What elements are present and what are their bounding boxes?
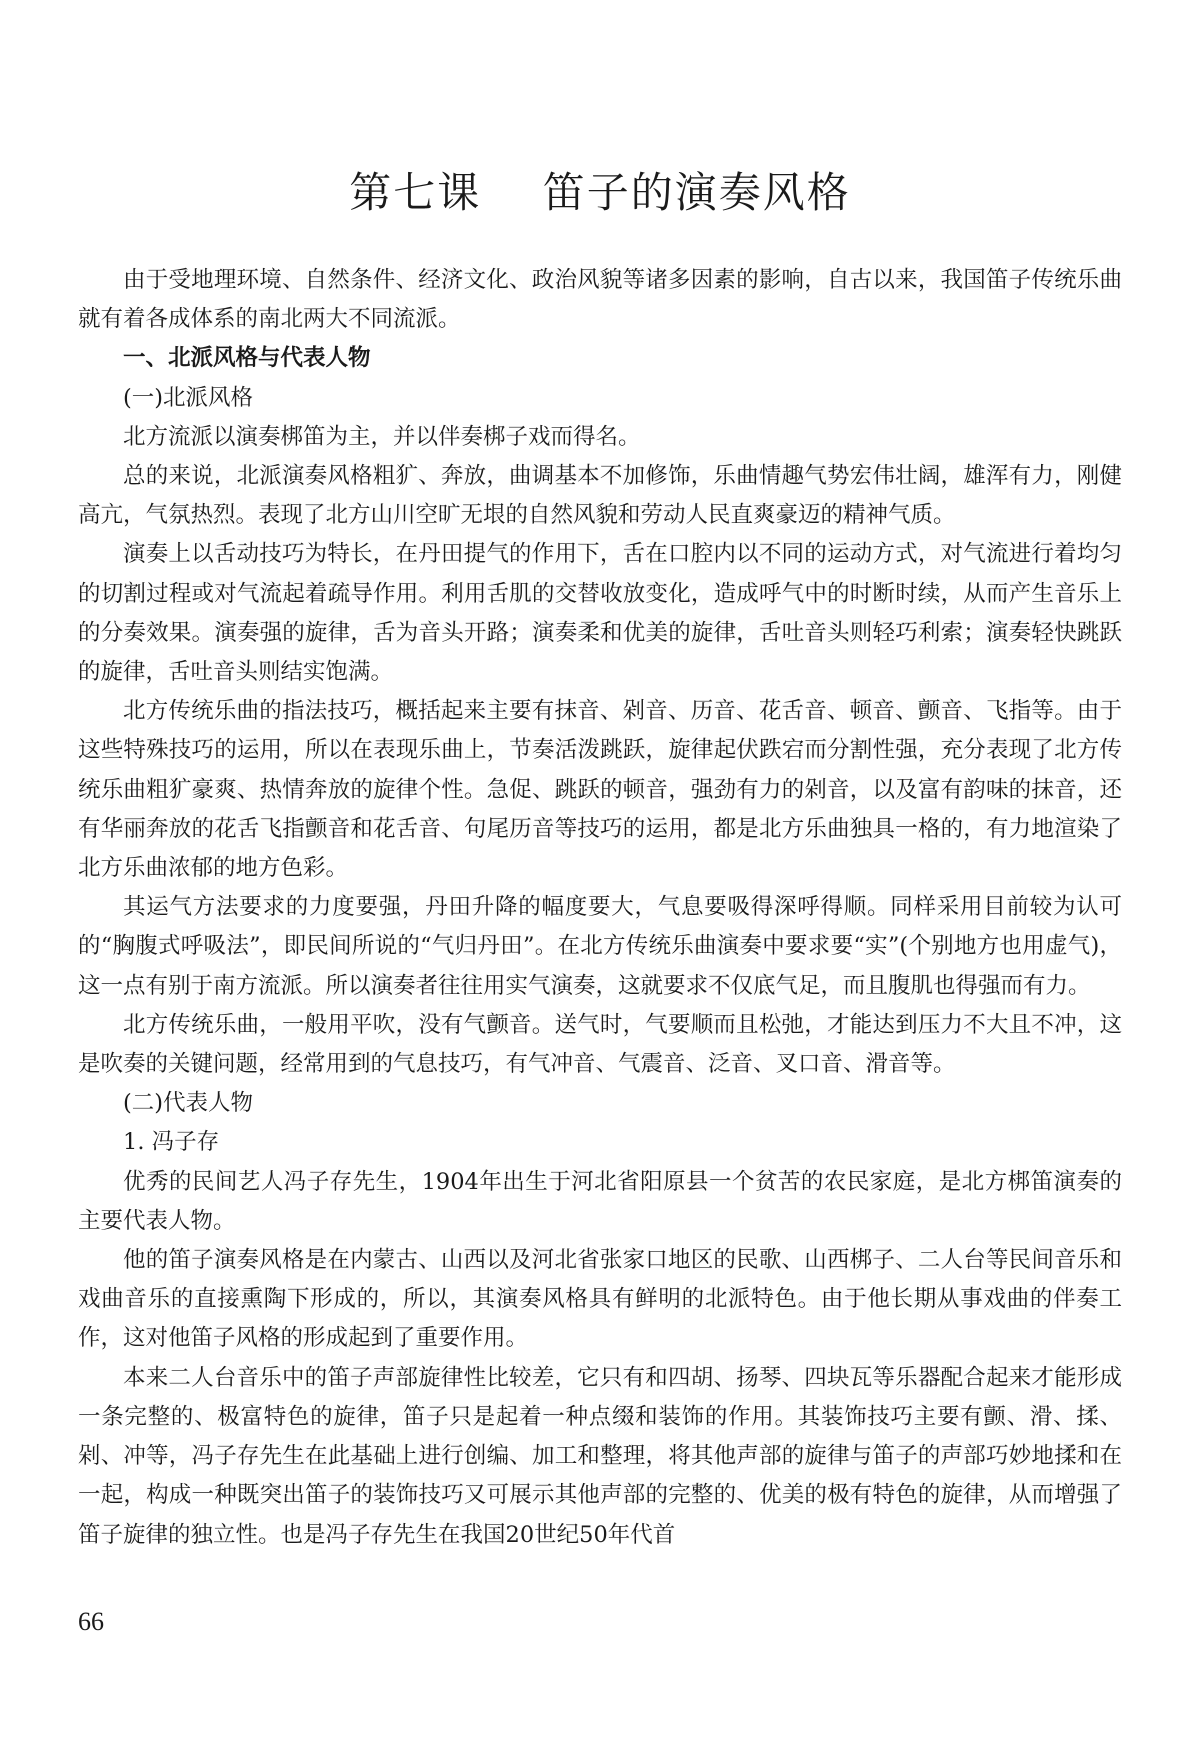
body-paragraph: 北方传统乐曲，一般用平吹，没有气颤音。送气时，气要顺而且松弛，才能达到压力不大且不冲，这是吹奏的关键问题，经常用到的气息技巧，有气冲音、气震音、泛音、叉口音、滑音等。 <box>78 1011 1122 1078</box>
lesson-title: 第七课 笛子的演奏风格 <box>349 168 851 217</box>
body-paragraph: 其运气方法要求的力度要强，丹田升降的幅度要大，气息要吸得深呼得顺。同样采用目前较为认可的“胸腹式呼吸法”，即民间所说的“气归丹田”。在北方传统乐曲演奏中要求要“实”(个别地方也用虚气)，这一点有别于南方流派。所以演奏者往往用实气演奏，这就要求不仅底气足，而且腹肌也得强而有力。 <box>78 894 1122 999</box>
subsection-heading-north-style: (一)北派风格 <box>123 384 254 411</box>
body-paragraph: 他的笛子演奏风格是在内蒙古、山西以及河北省张家口地区的民歌、山西梆子、二人台等民间音乐和戏曲音乐的直接熏陶下形成的，所以，其演奏风格具有鲜明的北派特色。由于他长期从事戏曲的伴奏工作，这对他笛子风格的形成起到了重要作用。 <box>78 1247 1122 1352</box>
body-paragraph: 总的来说，北派演奏风格粗犷、奔放，曲调基本不加修饰，乐曲情趣气势宏伟壮阔，雄浑有力，刚健高亢，气氛热烈。表现了北方山川空旷无垠的自然风貌和劳动人民直爽豪迈的精神气质。 <box>78 463 1122 529</box>
page-number: 66 <box>78 1607 104 1636</box>
intro-paragraph: 由于受地理环境、自然条件、经济文化、政治风貌等诸多因素的影响，自古以来，我国笛子传统乐曲就有着各成体系的南北两大不同流派。 <box>78 267 1122 333</box>
subsection-heading-representatives: (二)代表人物 <box>123 1090 254 1117</box>
item-heading-feng-zicun: 1. 冯子存 <box>123 1129 220 1156</box>
body-text <box>78 261 1122 1555</box>
section-heading-north-school: 一、北派风格与代表人物 <box>123 345 371 372</box>
body-paragraph: 北方流派以演奏梆笛为主，并以伴奏梆子戏而得名。 <box>123 423 641 450</box>
body-paragraph: 本来二人台音乐中的笛子声部旋律性比较差，它只有和四胡、扬琴、四块瓦等乐器配合起来才能形成一条完整的、极富特色的旋律，笛子只是起着一种点缀和装饰的作用。其装饰技巧主要有颤、滑、揉、剁、冲等，冯子存先生在此基础上进行创编、加工和整理，将其他声部的旋律与笛子的声部巧妙地揉和在一起，构成一种既突出笛子的装饰技巧又可展示其他声部的完整的、优美的极有特色的旋律，从而增强了笛子旋律的独立性。也是冯子存先生在我国20世纪50年代首 <box>78 1364 1122 1548</box>
body-paragraph: 优秀的民间艺人冯子存先生，1904年出生于河北省阳原县一个贫苦的农民家庭，是北方梆笛演奏的主要代表人物。 <box>78 1168 1122 1234</box>
body-paragraph: 演奏上以舌动技巧为特长，在丹田提气的作用下，舌在口腔内以不同的运动方式，对气流进行着均匀的切割过程或对气流起着疏导作用。利用舌肌的交替收放变化，造成呼气中的时断时续，从而产生音乐上的分奏效果。演奏强的旋律，舌为音头开路；演奏柔和优美的旋律，舌吐音头则轻巧利索；演奏轻快跳跃的旋律，舌吐音头则结实饱满。 <box>78 541 1122 686</box>
body-paragraph: 北方传统乐曲的指法技巧，概括起来主要有抹音、剁音、历音、花舌音、顿音、颤音、飞指等。由于这些特殊技巧的运用，所以在表现乐曲上，节奏活泼跳跃，旋律起伏跌宕而分割性强，充分表现了北方传统乐曲粗犷豪爽、热情奔放的旋律个性。急促、跳跃的顿音，强劲有力的剁音，以及富有韵味的抹音，还有华丽奔放的花舌飞指颤音和花舌音、句尾历音等技巧的运用，都是北方乐曲独具一格的，有力地渲染了北方乐曲浓郁的地方色彩。 <box>78 698 1122 882</box>
